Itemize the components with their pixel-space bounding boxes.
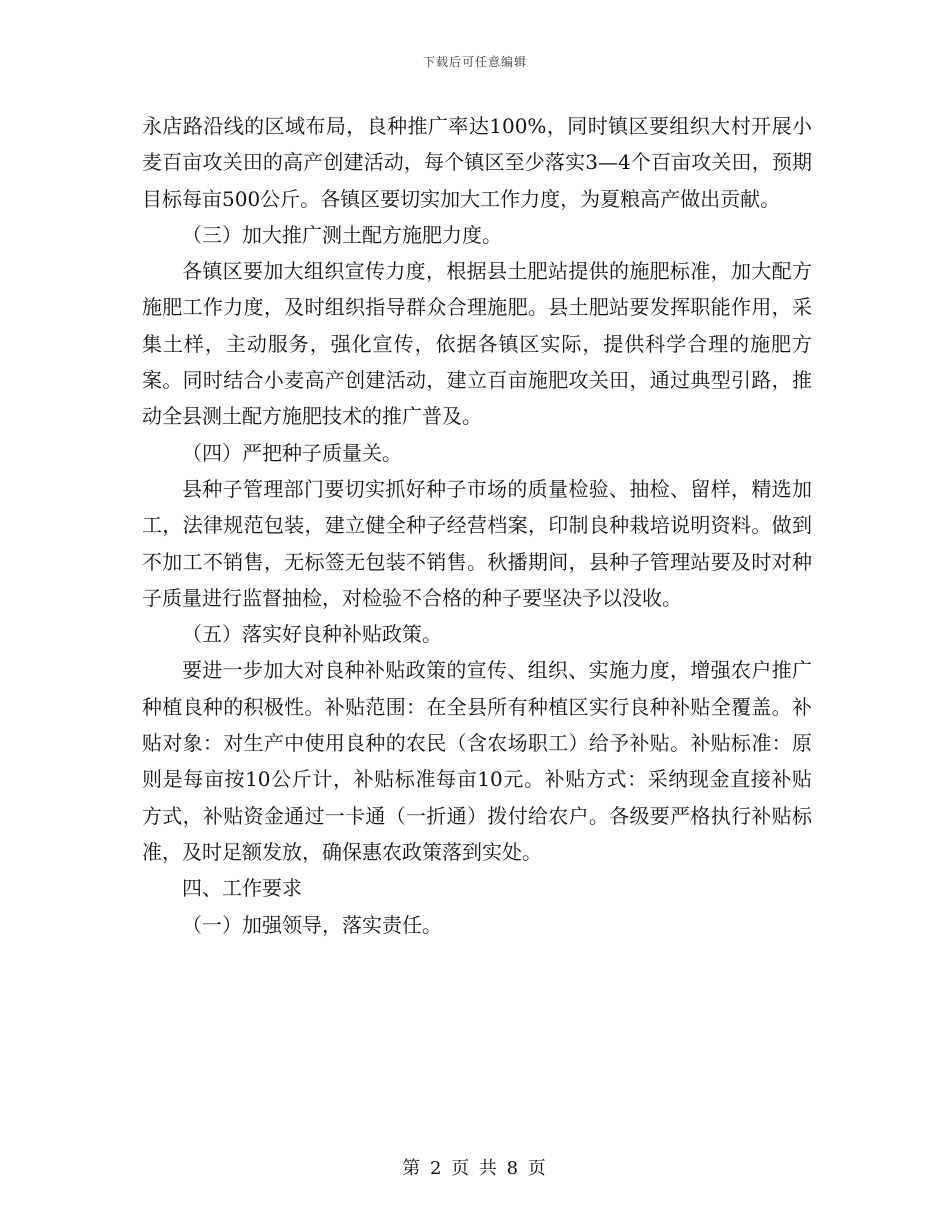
section-heading-three: （三）加大推广测土配方施肥力度。 — [182, 222, 502, 247]
paragraph-fertilizer: 各镇区要加大组织宣传力度，根据县土肥站提供的施肥标准，加大配方施肥工作力度，及时组织指导群众合理施肥。县土肥站要发挥职能作用，采集土样，主动服务，强化宣传，依据各镇区实际，提供科学合理的施肥方案。同时结合小麦高产创建活动，建立百亩施肥攻关田，通过典型引路，推动全县测土配方施肥技术的推广普及。 — [142, 259, 812, 429]
page-header: 下载后可任意编辑 — [422, 55, 527, 69]
paragraph-seed-quality: 县种子管理部门要切实抓好种子市场的质量检验、抽检、留样，精选加工，法律规范包装，建立健全种子经营档案，印制良种栽培说明资料。做到不加工不销售，无标签无包装不销售。秋播期间，县种子管理站要及时对种子质量进行监督抽检，对检验不合格的种子要坚决予以没收。 — [142, 476, 812, 610]
document-body — [142, 108, 812, 943]
page-number: 第 2 页 共 8 页 — [402, 1158, 548, 1179]
section-heading-one: （一）加强领导，落实责任。 — [182, 912, 442, 937]
section-heading-four: （四）严把种子质量关。 — [182, 440, 402, 465]
section-heading-five: （五）落实好良种补贴政策。 — [182, 622, 442, 647]
paragraph-subsidy: 要进一步加大对良种补贴政策的宣传、组织、实施力度，增强农户推广种植良种的积极性。补贴范围：在全县所有种植区实行良种补贴全覆盖。补贴对象：对生产中使用良种的农民（含农场职工）给予补贴。补贴标准：原则是每亩按10公斤计，补贴标准每亩10元。补贴方式：采纳现金直接补贴方式，补贴资金通过一卡通（一折通）拨付给农户。各级要严格执行补贴标准，及时足额发放，确保惠农政策落到实处。 — [142, 658, 812, 864]
section-heading-requirements: 四、工作要求 — [182, 876, 302, 901]
paragraph-continuation: 永店路沿线的区域布局，良种推广率达100%，同时镇区要组织大村开展小麦百亩攻关田的高产创建活动，每个镇区至少落实3—4个百亩攻关田，预期目标每亩500公斤。各镇区要切实加大工作力度，为夏粮高产做出贡献。 — [142, 114, 812, 211]
